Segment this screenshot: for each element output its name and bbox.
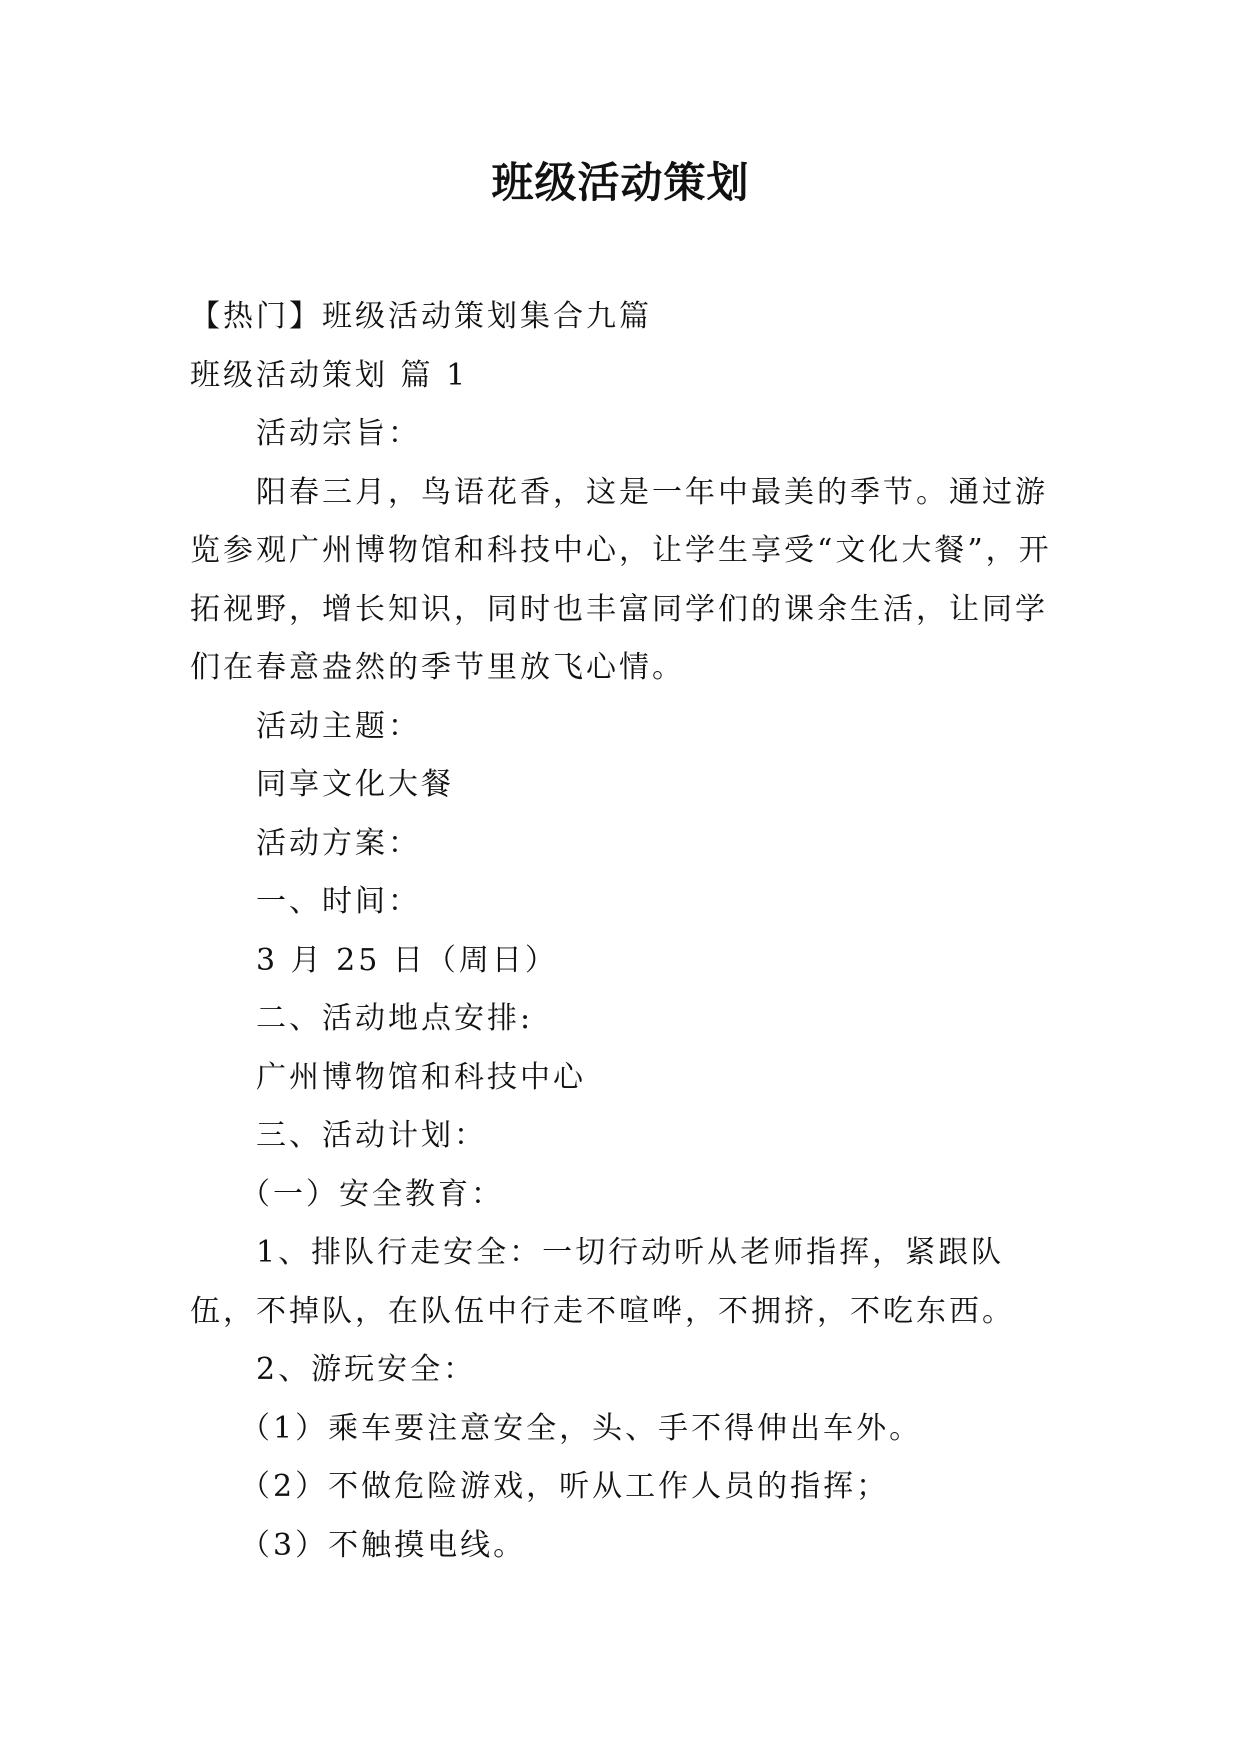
paragraph-rule-3: （3）不触摸电线。 <box>240 1527 527 1563</box>
paragraph-time-text: 3 月 25 日（周日） <box>256 942 558 978</box>
paragraph-rule-1: （1）乘车要注意安全，头、手不得伸出车外。 <box>240 1410 923 1446</box>
paragraph-purpose-text: 阳春三月，鸟语花香，这是一年中最美的季节。通过游览参观广州博物馆和科技中心，让学生享受“文化大餐”，开拓视野，增长知识，同时也丰富同学们的课余生活，让同学们在春意盎然的季节里放飞心情。 <box>190 474 1052 685</box>
paragraph-theme-text: 同享文化大餐 <box>256 767 454 802</box>
paragraph-time-label: 一、时间： <box>256 884 421 919</box>
paragraph-safety-label: （一）安全教育： <box>240 1176 504 1212</box>
paragraph-location-label: 二、活动地点安排: <box>256 1001 534 1036</box>
paragraph-hot-heading: 【热门】班级活动策划集合九篇 <box>190 299 652 334</box>
document-body <box>190 288 1060 1575</box>
paragraph-plan-label: 活动方案： <box>256 825 421 861</box>
paragraph-theme-label: 活动主题： <box>256 708 421 744</box>
paragraph-rule-2: （2）不做危险游戏，听从工作人员的指挥； <box>240 1469 890 1504</box>
paragraph-purpose-label: 活动宗旨： <box>256 416 421 451</box>
paragraph-queue-safety: 1、排队行走安全：一切行动听从老师指挥，紧跟队伍，不掉队，在队伍中行走不喧哗，不拥挤，不吃东西。 <box>190 1235 1015 1329</box>
paragraph-location-text: 广州博物馆和科技中心 <box>256 1059 586 1095</box>
paragraph-section-heading: 班级活动策划 篇 1 <box>190 357 469 393</box>
paragraph-activity-plan-label: 三、活动计划： <box>256 1118 487 1153</box>
document-title: 班级活动策划 <box>491 158 750 207</box>
paragraph-play-safety-label: 2、游玩安全： <box>256 1352 477 1387</box>
